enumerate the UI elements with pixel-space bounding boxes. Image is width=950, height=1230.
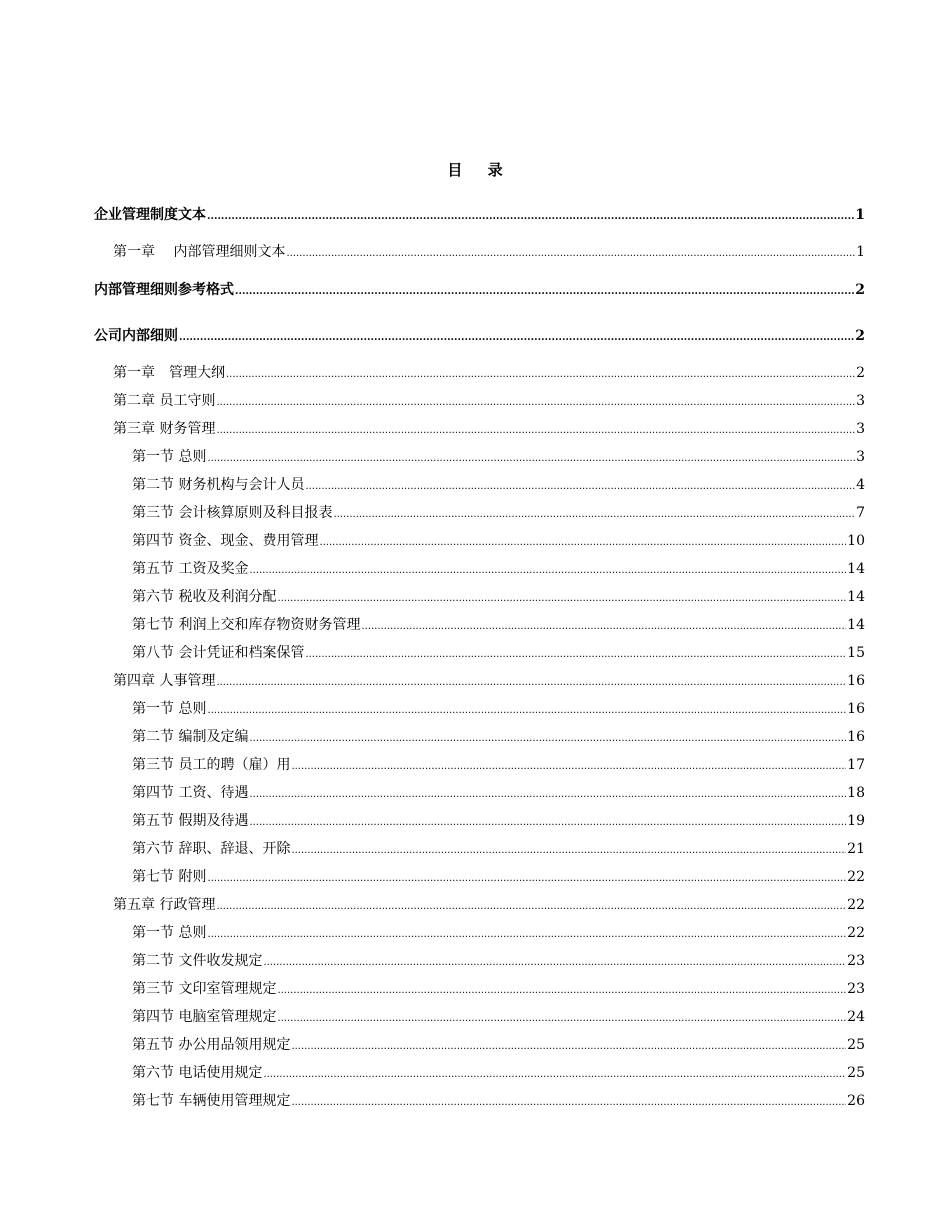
toc-entry[interactable]: [132, 810, 865, 832]
toc-entry-label: 第一章 管理大纲: [113, 365, 225, 381]
toc-entry-label: 公司内部细则: [94, 328, 178, 344]
toc-entry-page-number: 14: [847, 561, 865, 577]
toc-leader-dots: [235, 287, 854, 301]
toc-entry-page-number: 16: [847, 729, 865, 745]
toc-entry-label: 第六节 电话使用规定: [132, 1065, 263, 1081]
toc-entry[interactable]: [132, 446, 865, 468]
toc-title: 目 录: [447, 161, 513, 179]
toc-entry-label: 第三章 财务管理: [113, 421, 216, 437]
toc-entry[interactable]: [132, 1062, 865, 1084]
toc-entry-label: 第七节 车辆使用管理规定: [132, 1093, 291, 1109]
toc-entry-label: 第七节 利润上交和库存物资财务管理: [132, 617, 361, 633]
toc-entry-label: 第二节 编制及定编: [132, 729, 249, 745]
toc-entry-page-number: 10: [847, 533, 865, 549]
toc-entry[interactable]: [132, 698, 865, 720]
toc-entry-page-number: 23: [847, 981, 865, 997]
toc-entry-page-number: 22: [847, 869, 865, 885]
toc-entry-page-number: 2: [855, 282, 865, 298]
toc-leader-dots: [305, 482, 855, 496]
toc-leader-dots: [207, 706, 846, 720]
toc-leader-dots: [249, 734, 846, 748]
toc-entry[interactable]: [132, 1034, 865, 1056]
toc-entry[interactable]: [132, 726, 865, 748]
toc-leader-dots: [216, 426, 855, 440]
toc-entry-label: 第四节 工资、待遇: [132, 785, 249, 801]
toc-leader-dots: [277, 1014, 846, 1028]
toc-entry[interactable]: [132, 1006, 865, 1028]
toc-entry-page-number: 7: [856, 505, 865, 521]
toc-leader-dots: [249, 790, 846, 804]
toc-entry-label: 第四节 资金、现金、费用管理: [132, 533, 319, 549]
toc-entry[interactable]: [132, 922, 865, 944]
toc-entry-label: 第五章 行政管理: [113, 897, 216, 913]
toc-entry[interactable]: [113, 241, 865, 263]
toc-entry-page-number: 16: [847, 701, 865, 717]
toc-leader-dots: [277, 594, 846, 608]
toc-entry-label: 第四章 人事管理: [113, 673, 216, 689]
toc-entry[interactable]: [113, 390, 865, 412]
toc-entry-page-number: 22: [847, 925, 865, 941]
toc-entry[interactable]: [132, 502, 865, 524]
toc-entry[interactable]: [132, 530, 865, 552]
toc-leader-dots: [263, 958, 846, 972]
toc-entry-page-number: 23: [847, 953, 865, 969]
toc-entry-label: 第一章 内部管理细则文本: [113, 244, 286, 260]
toc-entry-label: 第一节 总则: [132, 701, 207, 717]
toc-entry[interactable]: [132, 950, 865, 972]
toc-entry-label: 第二章 员工守则: [113, 393, 216, 409]
toc-entry[interactable]: [94, 279, 865, 301]
toc-entry[interactable]: [132, 754, 865, 776]
toc-leader-dots: [291, 762, 846, 776]
toc-entry-page-number: 16: [847, 673, 865, 689]
toc-leader-dots: [207, 212, 854, 226]
toc-leader-dots: [207, 874, 846, 888]
toc-entry[interactable]: [132, 642, 865, 664]
toc-entry-label: 第三节 文印室管理规定: [132, 981, 277, 997]
toc-leader-dots: [249, 818, 846, 832]
toc-entry-label: 企业管理制度文本: [94, 207, 206, 223]
toc-entry-label: 第六节 税收及利润分配: [132, 589, 277, 605]
toc-entry-page-number: 4: [856, 477, 865, 493]
toc-leader-dots: [179, 333, 854, 347]
toc-leader-dots: [361, 622, 846, 636]
toc-leader-dots: [277, 986, 846, 1000]
toc-entry-label: 第八节 会计凭证和档案保管: [132, 645, 305, 661]
toc-entry[interactable]: [132, 474, 865, 496]
toc-entry-page-number: 3: [856, 449, 865, 465]
toc-entry-page-number: 14: [847, 617, 865, 633]
toc-entry-label: 内部管理细则参考格式: [94, 282, 234, 298]
toc-entry-page-number: 1: [856, 244, 865, 260]
toc-entry-page-number: 18: [847, 785, 865, 801]
toc-entry[interactable]: [132, 838, 865, 860]
toc-leader-dots: [319, 538, 846, 552]
toc-leader-dots: [291, 1098, 846, 1112]
toc-leader-dots: [263, 1070, 846, 1084]
toc-leader-dots: [207, 930, 846, 944]
toc-entry-page-number: 22: [847, 897, 865, 913]
toc-entry-page-number: 15: [847, 645, 865, 661]
toc-entry-page-number: 26: [847, 1093, 865, 1109]
toc-entry-page-number: 3: [856, 421, 865, 437]
toc-entry-label: 第六节 辞职、辞退、开除: [132, 841, 291, 857]
toc-leader-dots: [216, 902, 846, 916]
toc-entry[interactable]: [113, 670, 865, 692]
toc-entry-page-number: 24: [847, 1009, 865, 1025]
toc-entry-label: 第四节 电脑室管理规定: [132, 1009, 277, 1025]
toc-leader-dots: [286, 249, 855, 263]
toc-entry-label: 第三节 员工的聘（雇）用: [132, 757, 291, 773]
toc-leader-dots: [249, 566, 846, 580]
toc-entry-label: 第一节 总则: [132, 925, 207, 941]
toc-entry-page-number: 25: [847, 1065, 865, 1081]
toc-entry-label: 第五节 工资及奖金: [132, 561, 249, 577]
toc-entry-label: 第二节 财务机构与会计人员: [132, 477, 305, 493]
toc-entry-page-number: 1: [855, 207, 865, 223]
toc-entry-page-number: 3: [856, 393, 865, 409]
toc-entry[interactable]: [132, 1090, 865, 1112]
toc-entry[interactable]: [132, 586, 865, 608]
toc-entry-page-number: 17: [847, 757, 865, 773]
toc-entry-label: 第七节 附则: [132, 869, 207, 885]
toc-leader-dots: [216, 678, 846, 692]
toc-entry-page-number: 25: [847, 1037, 865, 1053]
toc-entry-page-number: 2: [856, 365, 865, 381]
toc-entry[interactable]: [113, 362, 865, 384]
toc-leader-dots: [207, 454, 855, 468]
toc-entry-page-number: 2: [855, 328, 865, 344]
toc-entry-label: 第五节 假期及待遇: [132, 813, 249, 829]
toc-entry-label: 第一节 总则: [132, 449, 207, 465]
toc-leader-dots: [333, 510, 855, 524]
toc-entry-label: 第二节 文件收发规定: [132, 953, 263, 969]
toc-leader-dots: [291, 1042, 846, 1056]
toc-entry[interactable]: [132, 782, 865, 804]
toc-leader-dots: [291, 846, 846, 860]
toc-entry-page-number: 19: [847, 813, 865, 829]
toc-entry-page-number: 14: [847, 589, 865, 605]
toc-leader-dots: [226, 370, 855, 384]
toc-entry[interactable]: [94, 325, 865, 347]
toc-entry[interactable]: [132, 558, 865, 580]
toc-entry[interactable]: [132, 614, 865, 636]
toc-entry[interactable]: [113, 418, 865, 440]
toc-entry-label: 第三节 会计核算原则及科目报表: [132, 505, 333, 521]
toc-leader-dots: [305, 650, 846, 664]
toc-entry[interactable]: [132, 866, 865, 888]
toc-leader-dots: [216, 398, 855, 412]
toc-entry-label: 第五节 办公用品领用规定: [132, 1037, 291, 1053]
toc-entry-page-number: 21: [847, 841, 865, 857]
toc-entry[interactable]: [94, 204, 865, 226]
toc-entry[interactable]: [113, 894, 865, 916]
toc-entry[interactable]: [132, 978, 865, 1000]
